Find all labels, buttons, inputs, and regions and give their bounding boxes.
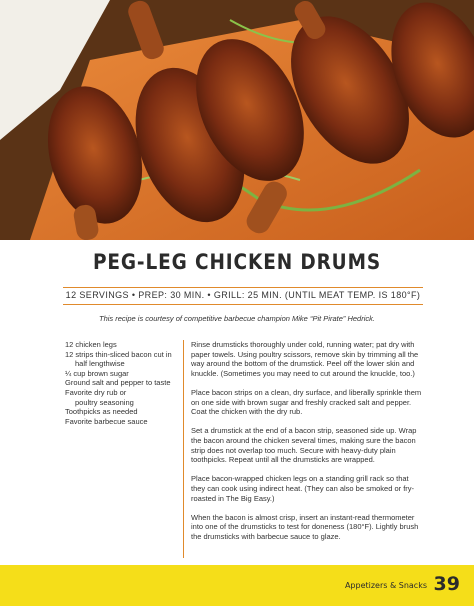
instruction-step: Set a drumstick at the end of a bacon strip, seasoned side up. Wrap the bacon around the chicken several times, making sure the bacon strip does not overlap too much. Secure with heavy-duty plain toothpicks. Repeat until all the drumsticks are wrapped. — [191, 426, 417, 465]
ingredient: 12 strips thin-sliced bacon cut in — [65, 349, 172, 359]
footer-band — [0, 565, 474, 606]
ingredient: Toothpicks as needed — [65, 407, 138, 417]
specs-top-rule — [63, 287, 423, 288]
recipe-title: PEG-LEG CHICKEN DRUMS — [92, 250, 382, 274]
recipe-specs: 12 SERVINGS • PREP: 30 MIN. • GRILL: 25 MIN. (UNTIL MEAT TEMP. IS 180°F) — [65, 290, 421, 300]
bacon-chicken-drumsticks-image — [0, 0, 474, 240]
section-label: Appetizers & Snacks — [344, 581, 427, 590]
ingredient: Favorite dry rub or — [65, 387, 127, 397]
ingredient-continued: poultry seasoning — [75, 397, 134, 407]
instruction-step: Place bacon strips on a clean, dry surface, and liberally sprinkle them on one side with brown sugar and freshly cracked salt and pepper. Coat the chicken with the dry rub. — [191, 387, 422, 417]
recipe-photo — [0, 0, 474, 240]
ingredients-list — [65, 340, 183, 426]
ingredient: Ground salt and pepper to taste — [65, 378, 171, 388]
specs-bottom-rule — [63, 304, 423, 305]
instruction-step: Rinse drumsticks thoroughly under cold, running water; pat dry with paper towels. Using poultry scissors, remove skin by trimming all the way around the bottom of the drumstick. Peel off the lower skin and knuckle. (Sometimes you may need to cut around the knuckle, too.) — [191, 340, 419, 378]
page-number: 39 — [433, 573, 460, 595]
ingredient: ¼ cup brown sugar — [65, 368, 129, 378]
column-divider — [183, 340, 184, 558]
ingredient: 12 chicken legs — [65, 340, 117, 349]
ingredient: Favorite barbecue sauce — [65, 416, 148, 426]
recipe-credit-note: This recipe is courtesy of competitive barbecue champion Mike “Pit Pirate” Hedrick. — [99, 314, 375, 323]
instruction-step: When the bacon is almost crisp, insert an instant-read thermometer into one of the drumsticks to test for doneness (180°F). Lightly brush the drumsticks with barbecue sauce to glaze. — [191, 512, 419, 541]
instruction-step: Place bacon-wrapped chicken legs on a standing grill rack so that they can cook using indirect heat. (They can also be smoked or fry-roasted in The Big Easy.) — [191, 474, 415, 503]
ingredient-continued: half lengthwise — [75, 359, 125, 369]
instructions — [191, 340, 423, 551]
